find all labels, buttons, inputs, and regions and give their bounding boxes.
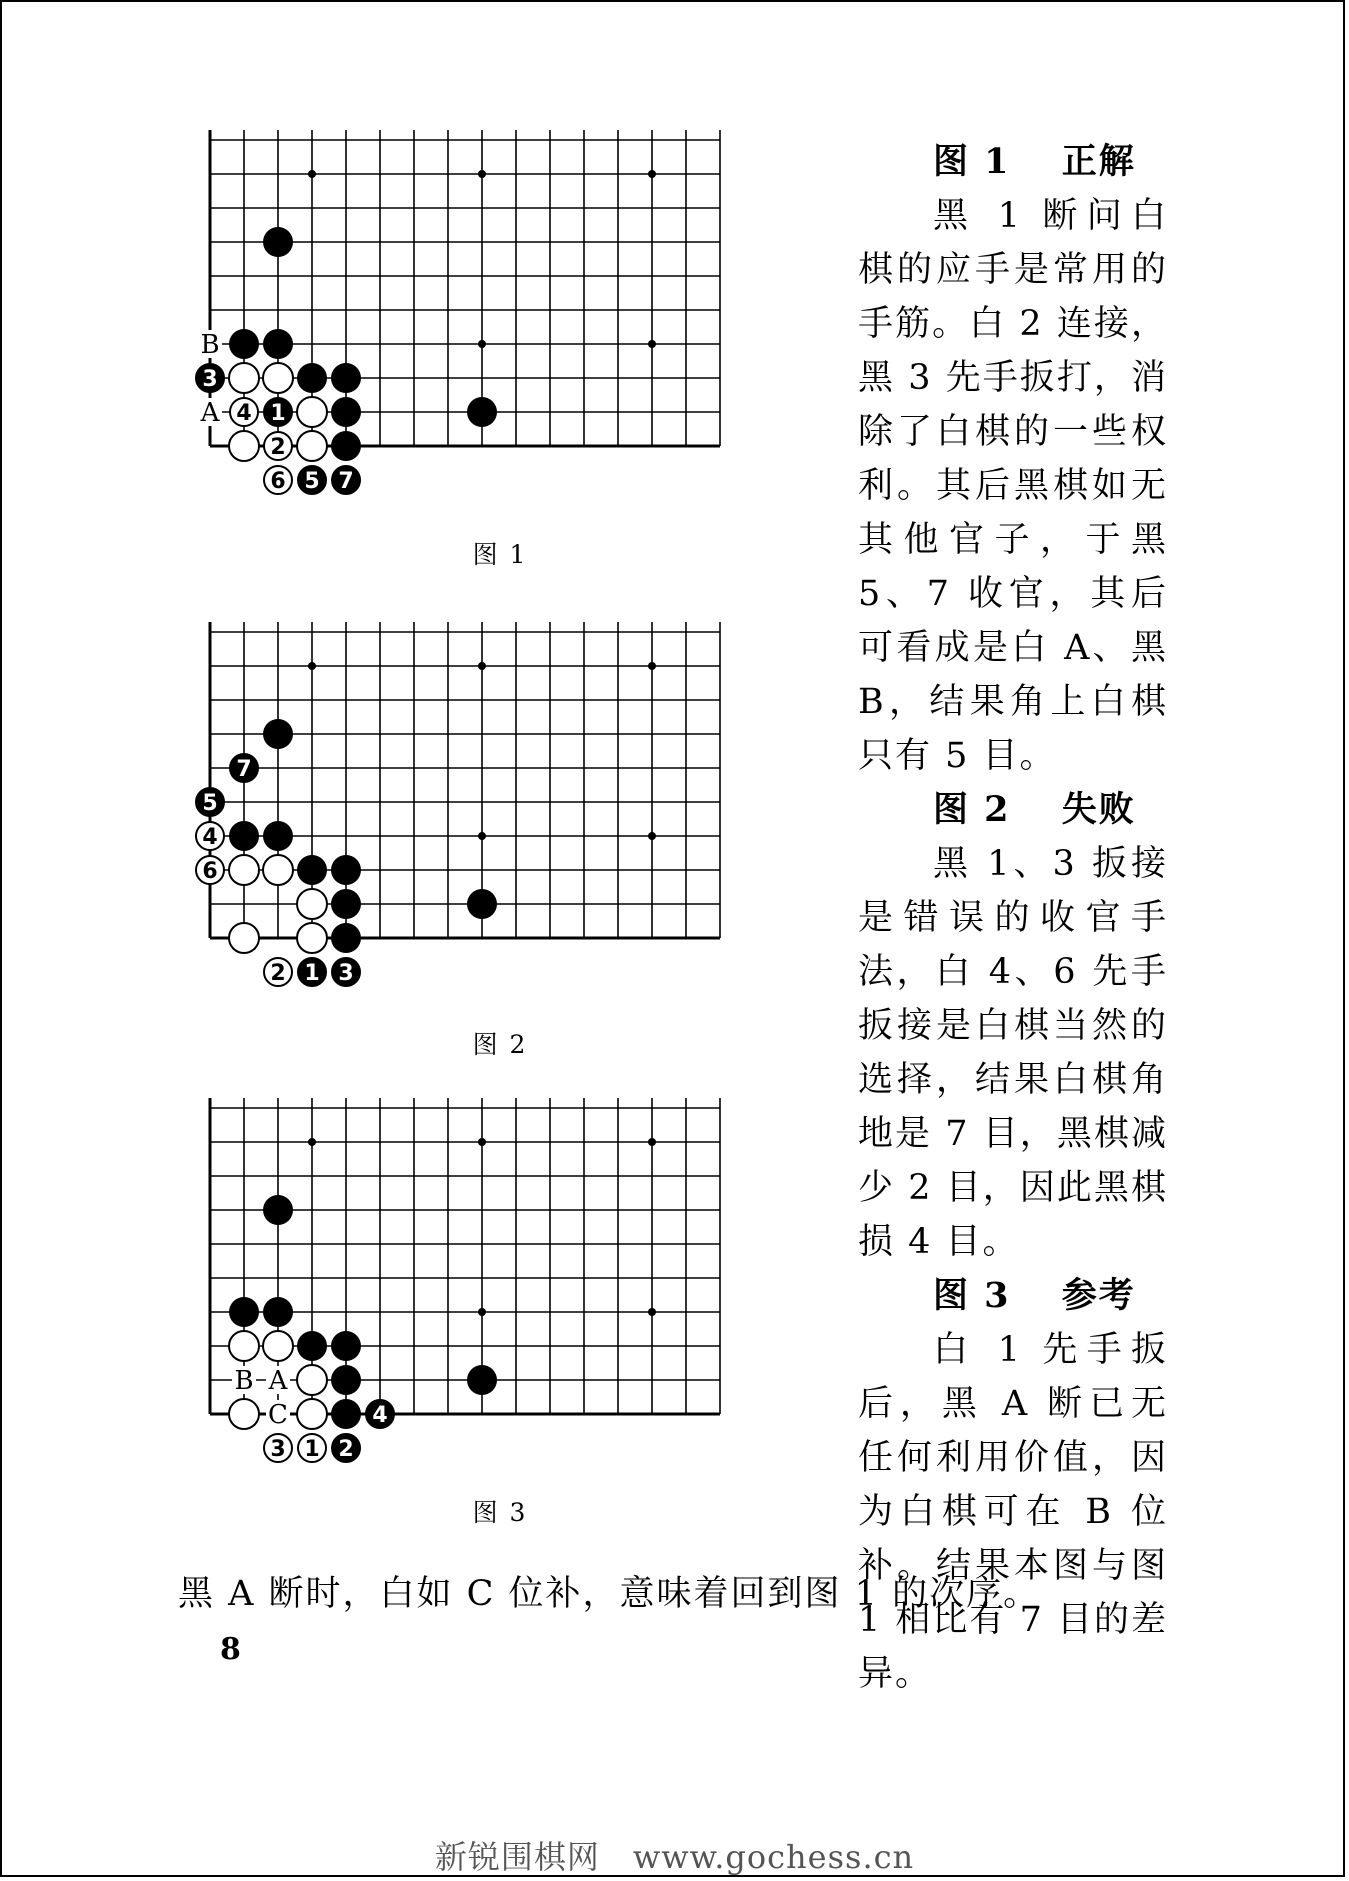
- figure-2-caption: 图 2: [472, 1030, 528, 1059]
- black-stone: [331, 397, 361, 427]
- stone-number: 3: [338, 961, 354, 986]
- black-stone: [331, 889, 361, 919]
- white-stone: [229, 1331, 259, 1361]
- stone-number: 5: [304, 469, 320, 494]
- white-stone: [229, 363, 259, 393]
- black-stone: [297, 363, 327, 393]
- point-label: B: [200, 330, 220, 360]
- point-label: B: [234, 1366, 254, 1396]
- stone-number: 1: [304, 961, 320, 986]
- white-stone: [297, 1365, 327, 1395]
- stone-number: 1: [304, 1437, 320, 1462]
- grid-lines: [210, 130, 720, 446]
- black-stone: [331, 431, 361, 461]
- commentary-column: [858, 135, 1168, 1701]
- go-board-figure-1: [195, 130, 835, 500]
- point-label: A: [200, 398, 220, 428]
- white-stone: [263, 855, 293, 885]
- black-stone: [467, 1365, 497, 1395]
- star-point: [648, 340, 656, 348]
- white-stone: [229, 855, 259, 885]
- stone-number: 6: [202, 859, 218, 884]
- white-stone: [297, 397, 327, 427]
- stone-number: 1: [270, 401, 286, 426]
- white-stone: [263, 1331, 293, 1361]
- stone-number: 7: [236, 757, 252, 782]
- star-point: [478, 170, 486, 178]
- board-svg-2: [195, 622, 835, 992]
- stone-number: 4: [202, 825, 218, 850]
- stone-number: 3: [270, 1437, 286, 1462]
- stone-number: 5: [202, 791, 218, 816]
- white-stone: [229, 431, 259, 461]
- stone-number: 4: [372, 1403, 388, 1428]
- heading-fig1: 图 1 正解: [933, 141, 1136, 182]
- black-stone: [467, 397, 497, 427]
- star-point: [478, 832, 486, 840]
- page-number: 8: [220, 1632, 241, 1667]
- white-stone: [229, 923, 259, 953]
- black-stone: [263, 329, 293, 359]
- board-svg-1: [195, 130, 835, 500]
- stone-number: 2: [270, 961, 286, 986]
- point-label: C: [268, 1400, 288, 1430]
- black-stone: [229, 329, 259, 359]
- stone-number: 4: [236, 401, 252, 426]
- board-svg-3: [195, 1098, 835, 1468]
- white-stone: [229, 1399, 259, 1429]
- grid-lines: [210, 622, 720, 938]
- stone-number: 2: [270, 435, 286, 460]
- stone-number: 6: [270, 469, 286, 494]
- black-stone: [263, 1297, 293, 1327]
- star-point: [648, 1308, 656, 1316]
- figure-1-caption: 图 1: [472, 540, 528, 569]
- star-point: [648, 1138, 656, 1146]
- bottom-text: 黑 A 断时，白如 C 位补，意味着回到图 1 的次序。: [178, 1574, 1041, 1614]
- white-stone: [297, 431, 327, 461]
- black-stone: [263, 1195, 293, 1225]
- white-stone: [297, 923, 327, 953]
- stone-number: 7: [338, 469, 354, 494]
- black-stone: [297, 855, 327, 885]
- heading-fig3: 图 3 参考: [933, 1275, 1136, 1316]
- star-point: [308, 662, 316, 670]
- para-fig1: 黑 1 断问白棋的应手是常用的手筋。白 2 连接，黑 3 先手扳打，消除了白棋的一些权利。其后黑棋如无其他官子，于黑 5、7 收官，其后可看成是白 A、黑 B，结果角上白棋只有 5 目。: [858, 196, 1168, 776]
- star-point: [478, 1138, 486, 1146]
- star-point: [478, 662, 486, 670]
- black-stone: [263, 719, 293, 749]
- para-fig3: 白 1 先手扳后，黑 A 断已无任何利用价值，因为白棋可在 B 位补。结果本图与图 1 相比有 7 目的差异。: [858, 1330, 1168, 1694]
- star-point: [648, 170, 656, 178]
- stone-number: 2: [338, 1437, 354, 1462]
- white-stone: [297, 889, 327, 919]
- star-point: [648, 662, 656, 670]
- star-point: [308, 1138, 316, 1146]
- star-point: [308, 170, 316, 178]
- black-stone: [467, 889, 497, 919]
- black-stone: [229, 821, 259, 851]
- star-point: [478, 340, 486, 348]
- point-label: A: [268, 1366, 288, 1396]
- black-stone: [297, 1331, 327, 1361]
- black-stone: [263, 821, 293, 851]
- black-stone: [331, 363, 361, 393]
- black-stone: [331, 1365, 361, 1395]
- black-stone: [229, 1297, 259, 1327]
- white-stone: [263, 363, 293, 393]
- para-fig2: 黑 1、3 扳接是错误的收官手法，白 4、6 先手扳接是白棋当然的选择，结果白棋角地是 7 目，黑棋减少 2 目，因此黑棋损 4 目。: [858, 844, 1168, 1262]
- black-stone: [331, 855, 361, 885]
- heading-fig2: 图 2 失败: [933, 789, 1136, 830]
- star-point: [648, 832, 656, 840]
- black-stone: [331, 1331, 361, 1361]
- star-point: [478, 1308, 486, 1316]
- black-stone: [331, 923, 361, 953]
- black-stone: [331, 1399, 361, 1429]
- figure-3-caption: 图 3: [472, 1498, 528, 1527]
- watermark-footer: 新锐围棋网 www.gochess.cn: [434, 1838, 915, 1876]
- stone-number: 3: [202, 367, 218, 392]
- go-board-figure-2: [195, 622, 835, 992]
- white-stone: [297, 1399, 327, 1429]
- black-stone: [263, 227, 293, 257]
- go-board-figure-3: [195, 1098, 835, 1468]
